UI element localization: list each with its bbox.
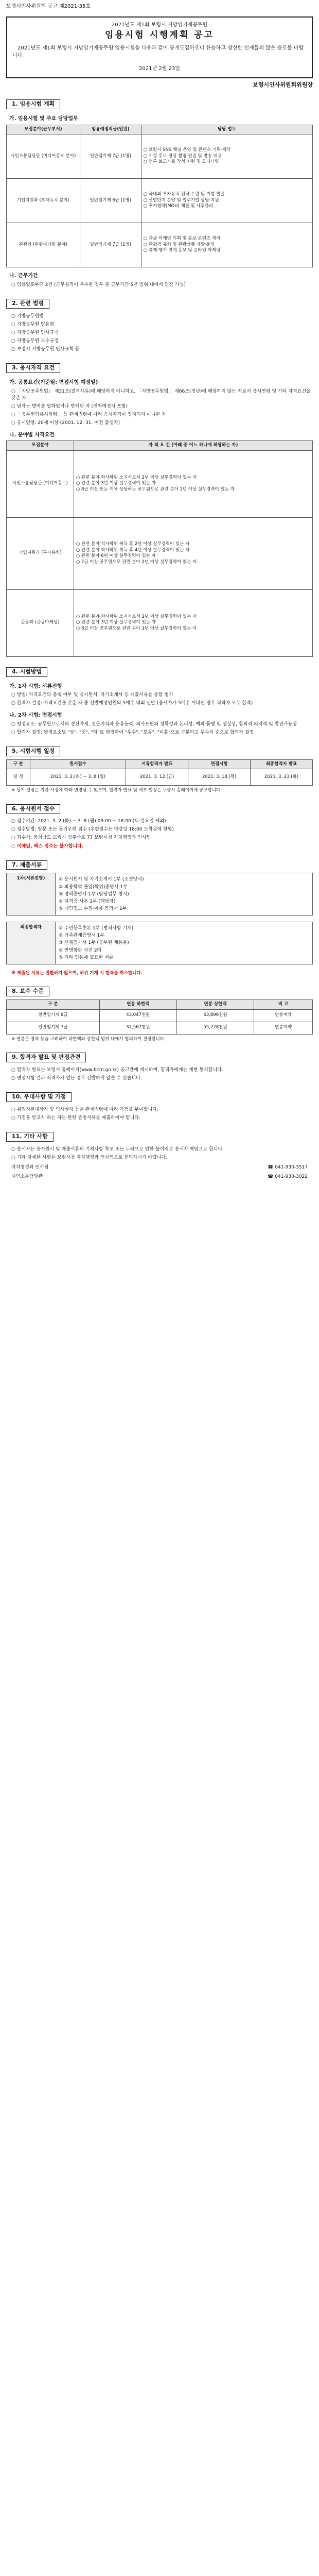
table-cell: 관광과 (관광마케팅) bbox=[7, 589, 74, 656]
contact-label: 자치행정과 인사팀 bbox=[11, 1164, 49, 1170]
method-list bbox=[6, 692, 313, 707]
section-title: 4. 시험방법 bbox=[6, 667, 47, 677]
table-cell: 기업지원과 (투자유치 분야) bbox=[7, 179, 80, 223]
list-item: ○ 접수방법: 방문 또는 등기우편 접수 (우편접수는 마감일 18:00 도착분에 한함) bbox=[11, 827, 174, 833]
table-cell: 일반임기제 7급 bbox=[7, 1022, 100, 1034]
paragraph: ○ 임용일로부터 2년 (근무실적이 우수한 경우 총 근무기간 5년 범위 내에서 연장 가능) bbox=[11, 282, 186, 287]
contact-row bbox=[6, 1172, 313, 1181]
list-item: ○ 방법: 자격요건의 충족 여부 및 응시원서, 자기소개서 등 제출서류를 종합 평가 bbox=[11, 692, 173, 698]
table-cell: 기업지원과 (투자유치) bbox=[7, 517, 74, 589]
list-item: ○ 지방공무원 임용령 bbox=[11, 321, 55, 327]
list-item: ○ 「공무원임용시험령」 등 관계법령에 따라 응시자격이 정지되지 아니한 자 bbox=[11, 412, 166, 417]
section-laws bbox=[6, 299, 313, 353]
list-item: ○ 남자는 병역을 필하였거나 면제된 자 (전역예정자 포함) bbox=[11, 403, 128, 409]
table-cell: 37,567천원 bbox=[99, 1022, 176, 1034]
list-item: ○ 평정요소: 공무원으로서의 정신자세, 전문지식과 응용능력, 의사표현의 정확성과 논리성, 예의·품행 및 성실성, 창의력·의지력 및 발전가능성 bbox=[11, 721, 297, 727]
table-cell: ○ 관광 마케팅 기획 및 홍보 콘텐츠 제작 ○ 관광객 유치 및 관광상품 개발·운영 ○ 축제·행사 연계 홍보 및 온라인 마케팅 bbox=[141, 223, 312, 267]
table-row bbox=[7, 1022, 313, 1034]
table-cell: ○ 보령시 SNS 채널 운영 및 콘텐츠 기획·제작 ○ 시정 홍보 영상 촬영·편집 및 방송 대응 ○ 언론 보도자료 작성 지원 및 모니터링 bbox=[141, 134, 312, 179]
table-cell: ○ 관련 분야 학사학위 소지자로서 2년 이상 실무경력이 있는 자 ○ 관련 분야 3년 이상 실무경력이 있는 자 ○ 8급 이상 공무원으로 관련 분야 1년 이상 실무경력이 있는 자 bbox=[74, 589, 312, 656]
document-item: ④ 반명함판 사진 2매 bbox=[59, 947, 102, 953]
contact-label: 시민소통담당관 bbox=[11, 1174, 43, 1180]
table-header: 구 분 bbox=[7, 1000, 100, 1009]
table-header: 면접시험 bbox=[188, 759, 251, 769]
table-row bbox=[7, 134, 313, 179]
package-label: 최종합격자 bbox=[6, 922, 56, 964]
list-item: ○ 응시연령: 20세 이상 (2001. 12. 31. 이전 출생자) bbox=[11, 420, 120, 426]
application-list bbox=[6, 818, 313, 850]
table-header: 연봉 상한액 bbox=[176, 1000, 254, 1009]
document-package bbox=[6, 873, 313, 916]
section-title: 8. 보수 수준 bbox=[6, 987, 49, 996]
section-title: 5. 시험시행 일정 bbox=[6, 747, 60, 756]
section-application bbox=[6, 804, 313, 850]
notice-date: 2021년 2월 23일 bbox=[139, 65, 180, 72]
list-item: ○ 면접시험 결과 적격자가 없는 경우 선발하지 않을 수 있습니다. bbox=[11, 1075, 142, 1081]
announcement-list bbox=[6, 1067, 313, 1082]
list-item: ○ 이메일, 팩스 접수는 불가합니다. bbox=[11, 843, 84, 849]
notice-intro: 2021년도 제1회 보령시 지방임기제공무원 임용시험을 다음과 같이 공개모집하오니 유능하고 참신한 인재들의 많은 응모를 바랍니다. bbox=[12, 45, 304, 59]
subsection-title: 나. 근무기간 bbox=[9, 273, 38, 279]
section-exam-plan bbox=[6, 99, 313, 289]
section-documents bbox=[6, 860, 313, 977]
notice-title: 임용시험 시행계획 공고 bbox=[104, 30, 215, 40]
document-item: ⑤ 개인정보 수집·이용 동의서 1부 bbox=[59, 906, 127, 911]
document-item: ⑤ 기타 임용에 필요한 서류 bbox=[59, 955, 114, 960]
section-title: 10. 우대사항 및 가점 bbox=[6, 1092, 72, 1102]
law-list bbox=[6, 313, 313, 353]
package-label: 1차(서류전형) bbox=[6, 873, 56, 916]
list-item: ○ 합격자 결정: 평정요소별 "상", "중", "하"로 평정하여 "우수", "보통", "미흡"으로 구분하고 우수자 순으로 합격자 결정 bbox=[11, 730, 254, 735]
notice-number: 보령시인사위원회 공고 제2021-35호 bbox=[6, 4, 91, 9]
table-header: 연봉 하한액 bbox=[99, 1000, 176, 1009]
list-item: ○ 「지방공무원법」 제31조(결격사유)에 해당하지 아니하고, 「지방공무원법」 제66조(정년)에 해당하지 않는 자로서 응시연령 및 기타 자격요건을 갖춘 자 bbox=[11, 388, 311, 401]
section-salary bbox=[6, 987, 313, 1042]
table-row bbox=[7, 450, 313, 517]
table-header: 자 격 요 건 (아래 중 어느 하나에 해당하는 자) bbox=[74, 441, 312, 450]
section-qualifications bbox=[6, 363, 313, 657]
table-cell: 일반임기제 6급 bbox=[7, 1009, 100, 1022]
table-header: 최종합격자 발표 bbox=[251, 759, 313, 769]
section-title: 7. 제출서류 bbox=[6, 860, 47, 870]
table-cell: 일 정 bbox=[7, 769, 30, 786]
subsection-title: 가. 1차 시험: 서류전형 bbox=[9, 683, 62, 689]
table-cell: 2021. 3. 23.(화) bbox=[251, 769, 313, 786]
table-cell: 2021. 3. 12.(금) bbox=[126, 769, 188, 786]
section-title: 9. 합격자 발표 및 판정관련 bbox=[6, 1053, 86, 1062]
table-row bbox=[7, 589, 313, 656]
table-row bbox=[7, 769, 313, 786]
table-header: 원서접수 bbox=[30, 759, 126, 769]
section-announcement bbox=[6, 1053, 313, 1082]
section-title: 3. 응시자격 요건 bbox=[6, 363, 60, 373]
table-cell: 일반임기제 6급 (1명) bbox=[80, 179, 141, 223]
contact-phone: ☎ 041-930-3022 bbox=[268, 1174, 308, 1180]
list-item: ○ 응시자는 응시원서 및 제출서류의 기재사항 착오 또는 누락으로 인한 불이익은 응시자 책임으로 합니다. bbox=[11, 1146, 224, 1152]
salary-table bbox=[6, 999, 313, 1034]
table-cell: 43,047천원 bbox=[99, 1009, 176, 1022]
list-item: ○ 보령시 지방공무원 인사규칙 등 bbox=[11, 347, 80, 352]
note: ※ 연봉은 경력 등을 고려하여 하한액과 상한액 범위 내에서 협의하여 결정합니다. bbox=[11, 1036, 166, 1042]
table-header: 서류합격자 발표 bbox=[126, 759, 188, 769]
table-cell: 연봉계약 bbox=[254, 1022, 313, 1034]
qualification-table bbox=[6, 440, 313, 656]
document-item: ④ 자격증 사본 1부 (해당자) bbox=[59, 899, 116, 904]
recruit-table bbox=[6, 125, 313, 267]
table-header: 모집분야(근무부서) bbox=[7, 125, 80, 134]
document-item: ③ 경력증명서 1부 (담당업무 명시) bbox=[59, 891, 129, 897]
method-list bbox=[6, 721, 313, 736]
document-item: ② 가족관계증명서 1부 bbox=[59, 933, 105, 939]
table-cell: ○ 관련 분야 석사학위 취득 후 2년 이상 실무경력이 있는 자 ○ 관련 분야 학사학위 취득 후 4년 이상 실무경력이 있는 자 ○ 관련 분야 6년 이상 실무경력이 있는 자 ○ 7급 이상 공무원으로 관련 분야 2년 이상 실무경력이 있는 자 bbox=[74, 517, 312, 589]
table-header: 담당 업무 bbox=[141, 125, 312, 134]
table-cell: 연봉계약 bbox=[254, 1009, 313, 1022]
subsection-title: 가. 공통요건(기준일: 면접시험 예정일) bbox=[9, 380, 98, 386]
subsection-title: 나. 분야별 자격요건 bbox=[9, 432, 55, 438]
other-list bbox=[6, 1146, 313, 1161]
contact-phone: ☎ 041-930-3517 bbox=[268, 1164, 308, 1170]
list-item: ○ 지방공무원 인사규칙 bbox=[11, 330, 59, 336]
section-title: 6. 응시원서 접수 bbox=[6, 804, 60, 814]
schedule-table bbox=[6, 759, 313, 786]
table-header: 구 분 bbox=[7, 759, 30, 769]
list-item: ○ 접수처: 충청남도 보령시 성주산로 77 보령시청 자치행정과 인사팀 bbox=[11, 835, 151, 841]
subsection-title: 나. 2차 시험: 면접시험 bbox=[9, 713, 62, 719]
section-other bbox=[6, 1132, 313, 1181]
section-schedule bbox=[6, 747, 313, 794]
list-item: ○ 지방공무원법 bbox=[11, 313, 44, 319]
subsection-title: 가. 임용시험 및 주요 담당업무 bbox=[9, 116, 78, 122]
table-cell: 관광과 (관광마케팅 분야) bbox=[7, 223, 80, 267]
table-row bbox=[7, 1009, 313, 1022]
list-item: ○ 합격자 결정: 자격요건을 갖춘 자 중 선발예정인원의 5배수 내외 선발 (응시자가 5배수 이내인 경우 적격자 모두 합격) bbox=[11, 701, 253, 706]
qualification-list bbox=[6, 388, 313, 427]
notice-header bbox=[6, 16, 313, 79]
section-title: 1. 임용시험 계획 bbox=[6, 99, 60, 109]
section-title: 2. 관련 법령 bbox=[6, 299, 49, 309]
list-item: ○ 기타 자세한 사항은 보령시청 자치행정과 인사팀으로 문의하시기 바랍니다. bbox=[11, 1155, 168, 1160]
section-title: 11. 기타 사항 bbox=[6, 1132, 54, 1142]
table-row bbox=[7, 223, 313, 267]
table-cell: 일반임기제 7급 (1명) bbox=[80, 134, 141, 179]
notice-subtitle: 2021년도 제1회 보령시 지방임기제공무원 bbox=[111, 22, 208, 28]
list-item: ○ 접수기간: 2021. 3. 2.(화) ~ 3. 8.(월) 09:00 ~ 18:00 (토·일요일 제외) bbox=[11, 819, 166, 824]
list-item: ○ 합격자 발표는 보령시 홈페이지(www.brcn.go.kr) 공고란에 게시하며, 합격자에게는 개별 통지합니다. bbox=[11, 1067, 223, 1073]
list-item: ○ 취업지원대상자 및 의사상자 등은 관계법령에 따라 가점을 부여합니다. bbox=[11, 1107, 158, 1112]
section-exam-method bbox=[6, 667, 313, 736]
list-item: ○ 가점을 받고자 하는 자는 관련 증빙서류를 제출하여야 합니다. bbox=[11, 1115, 140, 1121]
preference-list bbox=[6, 1107, 313, 1122]
section-preference bbox=[6, 1092, 313, 1122]
table-cell: 시민소통담당관 (미디어홍보) bbox=[7, 450, 74, 517]
table-cell: ○ 관련 분야 학사학위 소지자로서 2년 이상 실무경력이 있는 자 ○ 관련 분야 3년 이상 실무경력이 있는 자 ○ 8급 이상 또는 이에 상당하는 공무원으로 관련 분야 1년 이상 실무경력이 있는 자 bbox=[74, 450, 312, 517]
document-item: ① 응시원서 및 자기소개서 1부 (소정양식) bbox=[59, 877, 144, 883]
table-cell: 일반임기제 7급 (1명) bbox=[80, 223, 141, 267]
note: ※ 상기 일정은 기관 사정에 따라 변경될 수 있으며, 합격자 발표 및 세부 일정은 보령시 홈페이지에 공고합니다. bbox=[11, 788, 222, 793]
document-item: ② 최종학력 졸업(학위)증명서 1부 bbox=[59, 884, 128, 890]
table-cell: 2021. 3. 18.(목) bbox=[188, 769, 251, 786]
contact-row bbox=[6, 1163, 313, 1172]
table-cell: ○ 국내외 투자유치 전략 수립 및 기업 발굴 ○ 산업단지 분양 및 입주기업 상담·지원 ○ 투자협약(MOU) 체결 및 사후관리 bbox=[141, 179, 312, 223]
document-package bbox=[6, 922, 313, 964]
document-item: ③ 신체검사서 1부 (공무원 채용용) bbox=[59, 940, 129, 946]
table-header: 비 고 bbox=[254, 1000, 313, 1009]
table-header: 모집분야 bbox=[7, 441, 74, 450]
table-cell: 2021. 3. 2.(화) ~ 3. 8.(월) bbox=[30, 769, 126, 786]
note: ※ 제출된 서류는 반환하지 않으며, 허위 기재 시 합격을 취소합니다. bbox=[11, 970, 143, 976]
notice-issuer: 보령시인사위원회위원장 bbox=[253, 81, 313, 89]
list-item: ○ 지방공무원 보수규정 bbox=[11, 338, 59, 344]
table-row bbox=[7, 179, 313, 223]
table-header: 임용예정직급(인원) bbox=[80, 125, 141, 134]
table-row bbox=[7, 517, 313, 589]
table-cell: 55,778천원 bbox=[176, 1022, 254, 1034]
table-cell: 63,896천원 bbox=[176, 1009, 254, 1022]
document-item: ① 주민등록초본 1부 (병적사항 기재) bbox=[59, 926, 134, 931]
table-cell: 시민소통담당관 (미디어홍보 분야) bbox=[7, 134, 80, 179]
